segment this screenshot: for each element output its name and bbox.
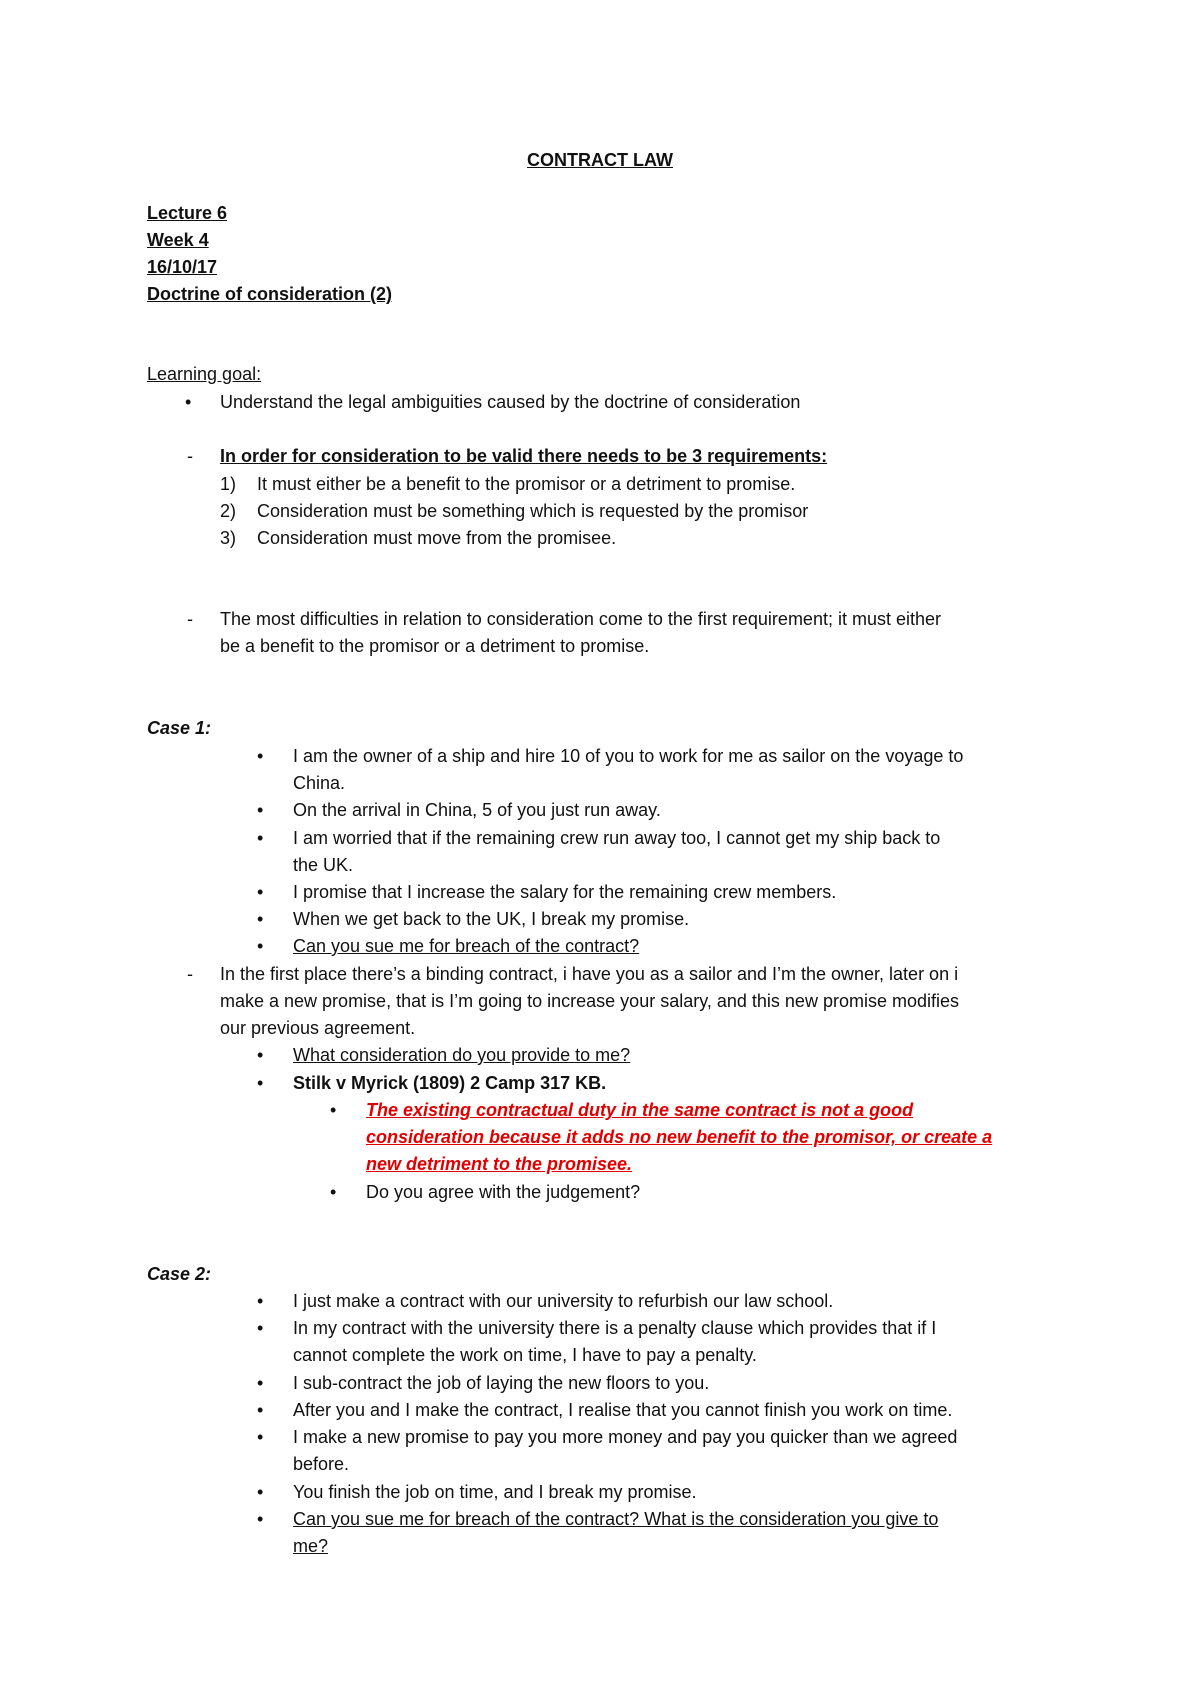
case2-fact: cannot complete the work on time, I have to pay a penalty. bbox=[293, 1345, 757, 1365]
bullet-marker: • bbox=[257, 1509, 264, 1529]
case2-fact: before. bbox=[293, 1454, 350, 1474]
case2-fact: In my contract with the university there is a penalty clause which provides that if I bbox=[293, 1318, 937, 1338]
bullet-marker: • bbox=[257, 1400, 264, 1420]
bullet-marker: • bbox=[257, 882, 264, 902]
case1-analysis: In the first place there’s a binding contract, i have you as a sailor and I’m the owner, later on i bbox=[220, 964, 959, 984]
judgement-ruling: new detriment to the promisee. bbox=[366, 1154, 633, 1174]
case2-fact: I just make a contract with our university to refurbish our law school. bbox=[293, 1291, 834, 1311]
bullet-marker: • bbox=[257, 746, 264, 766]
lecture-date: 16/10/17 bbox=[147, 257, 218, 277]
case1-consideration-question: What consideration do you provide to me? bbox=[293, 1045, 631, 1065]
case1-fact: I am the owner of a ship and hire 10 of you to work for me as sailor on the voyage to bbox=[293, 746, 964, 766]
bullet-marker: • bbox=[257, 909, 264, 929]
difficulties-text: be a benefit to the promisor or a detriment to promise. bbox=[220, 636, 650, 656]
bullet-marker: • bbox=[257, 828, 264, 848]
dash-marker: - bbox=[187, 609, 193, 629]
judgement-question: Do you agree with the judgement? bbox=[366, 1182, 641, 1202]
case1-fact: When we get back to the UK, I break my promise. bbox=[293, 909, 690, 929]
bullet-marker: • bbox=[257, 1373, 264, 1393]
case1-fact: the UK. bbox=[293, 855, 354, 875]
bullet-marker: • bbox=[257, 936, 264, 956]
case1-fact: On the arrival in China, 5 of you just run away. bbox=[293, 800, 661, 820]
case1-question: Can you sue me for breach of the contract? bbox=[293, 936, 640, 956]
case2-heading: Case 2: bbox=[147, 1264, 212, 1284]
case2-question: Can you sue me for breach of the contract? What is the consideration you give to bbox=[293, 1509, 939, 1529]
case1-fact: I am worried that if the remaining crew run away too, I cannot get my ship back to bbox=[293, 828, 941, 848]
case1-fact: I promise that I increase the salary for the remaining crew members. bbox=[293, 882, 837, 902]
difficulties-text: The most difficulties in relation to consideration come to the first requirement; it must either bbox=[220, 609, 941, 629]
requirement-number: 1) bbox=[220, 474, 237, 494]
requirement-text: It must either be a benefit to the promisor or a detriment to promise. bbox=[257, 474, 796, 494]
learning-goal-heading: Learning goal: bbox=[147, 364, 262, 384]
judgement-ruling: The existing contractual duty in the same contract is not a good bbox=[366, 1100, 914, 1120]
learning-goal-item: Understand the legal ambiguities caused by the doctrine of consideration bbox=[220, 392, 801, 412]
case-citation: Stilk v Myrick (1809) 2 Camp 317 KB. bbox=[293, 1073, 607, 1093]
bullet-marker: • bbox=[257, 1045, 264, 1065]
bullet-marker: • bbox=[257, 800, 264, 820]
case2-fact: I make a new promise to pay you more money and pay you quicker than we agreed bbox=[293, 1427, 958, 1447]
week-number: Week 4 bbox=[147, 230, 209, 250]
bullet-marker: • bbox=[330, 1100, 337, 1120]
bullet-marker: • bbox=[330, 1182, 337, 1202]
requirements-heading: In order for consideration to be valid there needs to be 3 requirements: bbox=[220, 446, 828, 466]
requirement-text: Consideration must move from the promisee. bbox=[257, 528, 617, 548]
lecture-number: Lecture 6 bbox=[147, 203, 228, 223]
dash-marker: - bbox=[187, 446, 193, 466]
bullet-marker: • bbox=[257, 1291, 264, 1311]
case1-analysis: make a new promise, that is I’m going to increase your salary, and this new promise modifies bbox=[220, 991, 959, 1011]
case1-analysis: our previous agreement. bbox=[220, 1018, 416, 1038]
case2-fact: You finish the job on time, and I break my promise. bbox=[293, 1482, 697, 1502]
bullet-marker: • bbox=[257, 1318, 264, 1338]
case2-fact: After you and I make the contract, I realise that you cannot finish you work on time. bbox=[293, 1400, 953, 1420]
bullet-marker: • bbox=[257, 1073, 264, 1093]
lecture-topic: Doctrine of consideration (2) bbox=[147, 284, 393, 304]
bullet-marker: • bbox=[257, 1482, 264, 1502]
bullet-marker: • bbox=[257, 1427, 264, 1447]
case1-heading: Case 1: bbox=[147, 718, 212, 738]
case2-fact: I sub-contract the job of laying the new floors to you. bbox=[293, 1373, 710, 1393]
case1-fact: China. bbox=[293, 773, 346, 793]
requirement-number: 2) bbox=[220, 501, 237, 521]
document-title: CONTRACT LAW bbox=[527, 150, 673, 170]
judgement-ruling: consideration because it adds no new benefit to the promisor, or create a bbox=[366, 1127, 993, 1147]
bullet-marker: • bbox=[185, 392, 192, 412]
dash-marker: - bbox=[187, 964, 193, 984]
requirement-number: 3) bbox=[220, 528, 237, 548]
case2-question: me? bbox=[293, 1536, 329, 1556]
requirement-text: Consideration must be something which is requested by the promisor bbox=[257, 501, 809, 521]
